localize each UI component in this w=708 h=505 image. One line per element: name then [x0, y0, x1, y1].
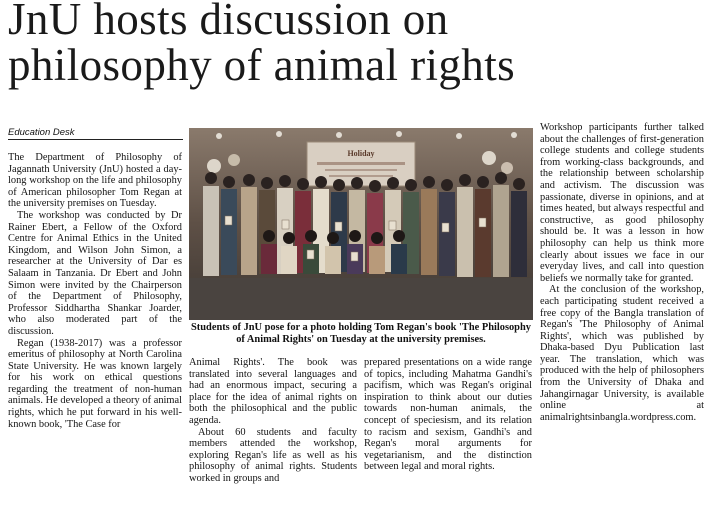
paragraph: At the conclusion of the workshop, each participating student received a free copy of the Bangla translation of Regan's 'The Philosophy of Animal Rights', which was published by Dhaka-based Dyu Publication last year. The translation, which was produced with the help of philosophers from the University of Dhaka and Jahangirnagar University, is available online at animalrightsinbangla.wordpress.com. — [540, 284, 704, 423]
headline-line-2: philosophy of animal rights — [8, 40, 516, 90]
banner-text: Holiday — [347, 149, 375, 158]
article-column-3 — [364, 357, 532, 473]
headline-line-1: JnU hosts discussion on — [8, 0, 449, 44]
article-column-2 — [189, 357, 357, 485]
paragraph: The Department of Philosophy of Jagannath University (JnU) hosted a day-long workshop on the life and philosophy of American philosopher Tom Regan at the university premises on Tuesday. — [8, 152, 182, 210]
group-photo — [189, 128, 533, 320]
paragraph: About 60 students and faculty members attended the workshop, exploring Regan's life as well as his philosophy of animal rights. Students worked in groups and — [189, 426, 357, 484]
article-column-4 — [540, 122, 704, 423]
paragraph: prepared presentations on a wide range of topics, including Mahatma Gandhi's pacifism, which was Regan's original inspiration to think about our duties towards non-human animals, the concept of speciesism, and its relation to racism and sexism, Gandhi's and Regan's moral arguments for vegetarianism, and the distinction between legal and moral rights. — [364, 357, 532, 473]
paragraph: Regan (1938-2017) was a professor emeritus of philosophy at North Carolina State University. He was known largely for his work on ethical questions regarding the treatment of non-human animals. He developed a theory of animal rights, which he put forward in his well-known book, 'The Case for — [8, 337, 182, 430]
paragraph: The workshop was conducted by Dr Rainer Ebert, a Fellow of the Oxford Centre for Animal Ethics in the United Kingdom, and Wilson John Simon, a researcher at the University of Dar es Salaam in Tanzania. Dr Ebert and John Simon were invited by the Chairperson of the Department of Philosophy, Professor Siddhartha Shankar Joarder, who also moderated part of the discussion. — [8, 209, 182, 337]
photo-caption: Students of JnU pose for a photo holding Tom Regan's book 'The Philosophy of Animal Rights' on Tuesday at the university premises. — [191, 322, 531, 345]
headline — [8, 0, 704, 88]
paragraph: Animal Rights'. The book was translated into several languages and had an enormous impact, securing a place for the idea of animal rights on both the philosophical and the public agenda. — [189, 357, 357, 426]
byline: Education Desk — [8, 127, 75, 138]
byline-rule — [8, 139, 183, 140]
article-column-1 — [8, 152, 182, 430]
paragraph: Workshop participants further talked about the challenges of first-generation college students and college students from working-class backgrounds, and the relationship between scholarship and activism. The discussion was passionate, diverse in opinions, and at times heated, but always respectful and constructive, as good philosophy should be. It was a lesson in how philosophy can help us think more clearly about issues we face in our everyday lives, and call into question beliefs we normally take for granted. — [540, 122, 704, 284]
